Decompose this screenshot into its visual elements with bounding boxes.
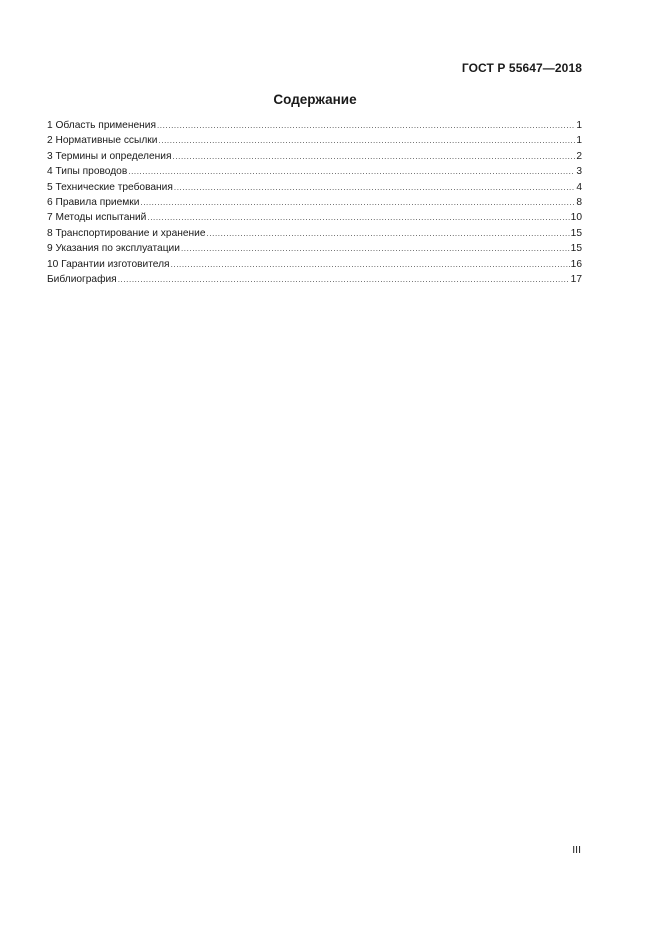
toc-entry-wire-types[interactable]: [47, 164, 582, 179]
toc-dot-leader: [157, 118, 575, 133]
toc-entry-page: 10: [570, 212, 582, 224]
toc-entry-transport-storage[interactable]: [47, 226, 582, 241]
toc-entry-label: 5 Технические требования: [47, 181, 173, 193]
toc-entry-bibliography[interactable]: [47, 272, 582, 287]
toc-entry-label: 2 Нормативные ссылки: [47, 135, 158, 147]
toc-entry-technical-requirements[interactable]: [47, 180, 582, 195]
toc-dot-leader: [181, 241, 570, 256]
toc-entry-page: 3: [576, 166, 582, 178]
toc-entry-operation-instructions[interactable]: [47, 241, 582, 256]
toc-entry-page: 4: [576, 181, 582, 193]
toc-entry-label: 9 Указания по эксплуатации: [47, 243, 180, 255]
toc-dot-leader: [171, 257, 570, 272]
toc-entry-page: 8: [576, 196, 582, 208]
toc-dot-leader: [172, 149, 575, 164]
toc-entry-manufacturer-warranty[interactable]: [47, 257, 582, 272]
toc-entry-label: 1 Область применения: [47, 120, 156, 131]
table-of-contents: [47, 118, 582, 287]
page-number: III: [572, 844, 581, 856]
toc-dot-leader: [158, 133, 575, 148]
toc-entry-page: 1: [576, 120, 582, 131]
toc-entry-acceptance-rules[interactable]: [47, 195, 582, 210]
toc-entry-page: 2: [576, 150, 582, 162]
toc-entry-page: 16: [570, 258, 582, 270]
toc-dot-leader: [128, 164, 575, 179]
toc-dot-leader: [147, 210, 569, 225]
toc-entry-normative-references[interactable]: [47, 133, 582, 148]
document-code: ГОСТ Р 55647—2018: [461, 61, 582, 75]
toc-dot-leader: [207, 226, 570, 241]
toc-entry-test-methods[interactable]: [47, 210, 582, 225]
toc-entry-label: 4 Типы проводов: [47, 166, 128, 178]
toc-entry-label: 6 Правила приемки: [47, 196, 140, 208]
toc-entry-label: Библиография: [47, 273, 117, 285]
toc-entry-label: 3 Термины и определения: [47, 150, 172, 162]
toc-entry-label: 10 Гарантии изготовителя: [47, 258, 170, 270]
toc-entry-scope[interactable]: [47, 118, 582, 133]
toc-entry-page: 17: [570, 273, 582, 285]
toc-entry-page: 15: [570, 227, 582, 239]
toc-entry-terms[interactable]: [47, 149, 582, 164]
toc-dot-leader: [174, 180, 575, 195]
toc-entry-page: 15: [570, 243, 582, 255]
toc-title: Содержание: [273, 92, 357, 107]
toc-entry-page: 1: [576, 135, 582, 147]
toc-dot-leader: [118, 272, 570, 287]
toc-dot-leader: [140, 195, 575, 210]
toc-entry-label: 8 Транспортирование и хранение: [47, 227, 206, 239]
toc-entry-label: 7 Методы испытаний: [47, 212, 147, 224]
